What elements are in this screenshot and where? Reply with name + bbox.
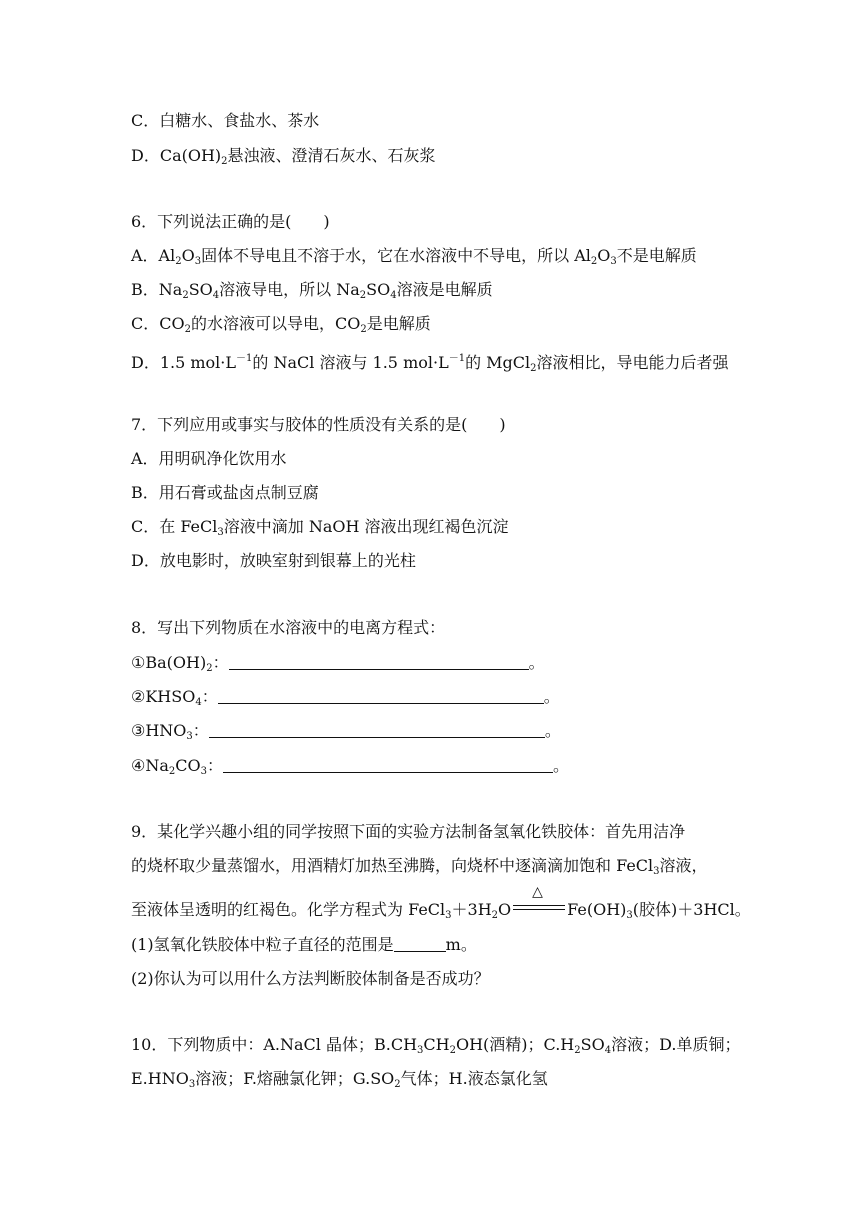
superscript: －1 — [236, 353, 253, 364]
text: 是电解质 — [366, 314, 431, 333]
subscript: 3 — [610, 256, 617, 267]
q5-c-text: C．白糖水、食盐水、茶水 — [131, 111, 320, 130]
subscript: 3 — [417, 1045, 424, 1056]
q6-stem — [131, 211, 330, 233]
text: ④Na — [131, 756, 169, 775]
text: 溶液， — [659, 856, 708, 875]
text: 至液体呈透明的红褐色。化学方程式为 FeCl — [131, 900, 446, 919]
subscript: 2 — [206, 663, 213, 674]
text: CH — [423, 1035, 450, 1054]
text: 。 — [528, 653, 545, 672]
text: C．CO — [131, 314, 185, 333]
q9-line-1 — [131, 821, 685, 843]
q6-option-d — [131, 348, 729, 380]
text: 。 — [544, 721, 561, 740]
q7-stem — [131, 414, 506, 436]
text: CO — [175, 756, 201, 775]
text: ③HNO — [131, 721, 187, 740]
heating-condition-sign — [511, 884, 567, 917]
text: 溶液；D.单质铜； — [611, 1035, 741, 1054]
text: 9．某化学兴趣小组的同学按照下面的实验方法制备氢氧化铁胶体：首先用洁净 — [131, 822, 686, 841]
q8-item-2 — [131, 686, 560, 714]
q9-part-1 — [131, 934, 477, 956]
text: ①Ba(OH) — [131, 653, 207, 672]
text: 的水溶液可以导电，CO — [190, 314, 361, 333]
text: ： — [192, 721, 209, 740]
subscript: 3 — [445, 910, 452, 921]
answer-blank[interactable] — [209, 721, 545, 738]
text: ： — [201, 687, 218, 706]
text: O — [597, 246, 611, 265]
equals-bar — [513, 905, 565, 906]
q5-option-c — [131, 110, 319, 132]
text: m。 — [445, 935, 477, 954]
text: ②KHSO — [131, 687, 196, 706]
subscript: 3 — [626, 910, 633, 921]
subscript: 2 — [184, 324, 191, 335]
subscript: 2 — [175, 256, 182, 267]
q10-line-1 — [131, 1034, 740, 1062]
subscript: 4 — [604, 1045, 612, 1056]
text: D．1.5 mol·L — [131, 353, 236, 372]
q7-stem-text: 7．下列应用或事实与胶体的性质没有关系的是( ) — [131, 415, 506, 434]
q9-part-2 — [131, 968, 490, 990]
text: 溶液导电，所以 Na — [219, 280, 360, 299]
text: 不是电解质 — [616, 246, 697, 265]
subscript: 4 — [390, 290, 397, 301]
subscript: 3 — [200, 766, 207, 777]
q8-stem — [131, 617, 445, 639]
subscript: 3 — [194, 256, 202, 267]
text: SO — [580, 1035, 605, 1054]
subscript: 3 — [653, 866, 660, 877]
text: 。 — [553, 756, 570, 775]
text: 。 — [543, 687, 560, 706]
text: (2)你认为可以用什么方法判断胶体制备是否成功？ — [131, 969, 490, 988]
subscript: 3 — [217, 527, 224, 538]
subscript: 2 — [574, 1045, 581, 1056]
triangle-icon: △ — [532, 884, 543, 900]
subscript: 4 — [212, 290, 220, 301]
subscript: 2 — [182, 290, 189, 301]
text: (1)氢氧化铁胶体中粒子直径的范围是 — [131, 935, 394, 954]
subscript: 2 — [491, 910, 499, 921]
q8-item-4 — [131, 755, 569, 783]
text: 溶液；F.熔融氯化钾；G.SO — [195, 1069, 395, 1088]
text: D．放电影时，放映室射到银幕上的光柱 — [131, 551, 416, 570]
subscript: 2 — [530, 363, 537, 374]
subscript: 2 — [359, 290, 367, 301]
text: O — [181, 246, 195, 265]
q6-option-b — [131, 279, 493, 307]
text: 溶液中滴加 NaOH 溶液出现红褐色沉淀 — [223, 517, 509, 536]
subscript: 3 — [188, 1079, 196, 1090]
text: 溶液是电解质 — [396, 280, 493, 299]
subscript: 3 — [186, 731, 193, 742]
answer-blank[interactable] — [218, 687, 544, 704]
q8-stem-text: 8．写出下列物质在水溶液中的电离方程式： — [131, 618, 446, 637]
text: 的烧杯取少量蒸馏水，用酒精灯加热至沸腾，向烧杯中逐滴滴加饱和 FeCl — [131, 856, 654, 875]
q6-stem-text: 6．下列说法正确的是( ) — [131, 212, 330, 231]
text: B．用石膏或盐卤点制豆腐 — [131, 483, 319, 502]
q9-line-3-equation — [131, 884, 751, 927]
q8-item-1 — [131, 652, 545, 680]
q7-option-d — [131, 550, 416, 572]
text: A．用明矾净化饮用水 — [131, 449, 287, 468]
equals-bar — [513, 909, 565, 910]
subscript: 2 — [168, 766, 176, 777]
text: 气体；H.液态氯化氢 — [400, 1069, 548, 1088]
text: OH(酒精)；C.H — [455, 1035, 575, 1054]
text: C．在 FeCl — [131, 517, 218, 536]
text: ＋3H — [451, 900, 492, 919]
text: O — [498, 900, 512, 919]
q8-item-3 — [131, 720, 561, 748]
q7-option-c — [131, 516, 509, 544]
q5-d-text: 悬浊液、澄清石灰水、石灰浆 — [227, 146, 436, 165]
subscript: 2 — [590, 256, 598, 267]
text: B．Na — [131, 280, 183, 299]
subscript: 2 — [360, 324, 367, 335]
q6-option-a — [131, 245, 697, 273]
text: 固体不导电且不溶于水，它在水溶液中不导电，所以 Al — [201, 246, 591, 265]
superscript: －1 — [448, 353, 466, 364]
text: Fe(OH) — [567, 900, 627, 919]
text: (胶体)＋3HCl。 — [632, 900, 751, 919]
q7-option-a — [131, 448, 287, 470]
q9-line-2 — [131, 855, 708, 883]
q5-option-d — [131, 145, 436, 173]
text: A．Al — [131, 246, 176, 265]
answer-blank[interactable] — [229, 653, 529, 670]
text: 的 NaCl 溶液与 1.5 mol·L — [252, 353, 449, 372]
subscript: 2 — [449, 1045, 456, 1056]
subscript: 4 — [195, 697, 202, 708]
text: ： — [212, 653, 229, 672]
q5-d-text: D．Ca(OH) — [131, 146, 222, 165]
q10-line-2 — [131, 1068, 548, 1096]
answer-blank[interactable] — [223, 756, 553, 773]
subscript: 2 — [221, 156, 228, 167]
text: 的 MgCl — [465, 353, 531, 372]
subscript: 2 — [394, 1079, 401, 1090]
q6-option-c — [131, 313, 431, 341]
text: E.HNO — [131, 1069, 189, 1088]
text: SO — [366, 280, 391, 299]
answer-blank[interactable] — [394, 935, 446, 952]
q7-option-b — [131, 482, 319, 504]
text: SO — [188, 280, 213, 299]
text: 10．下列物质中：A.NaCl 晶体；B.CH — [131, 1035, 418, 1054]
text: ： — [207, 756, 224, 775]
text: 溶液相比，导电能力后者强 — [536, 353, 729, 372]
